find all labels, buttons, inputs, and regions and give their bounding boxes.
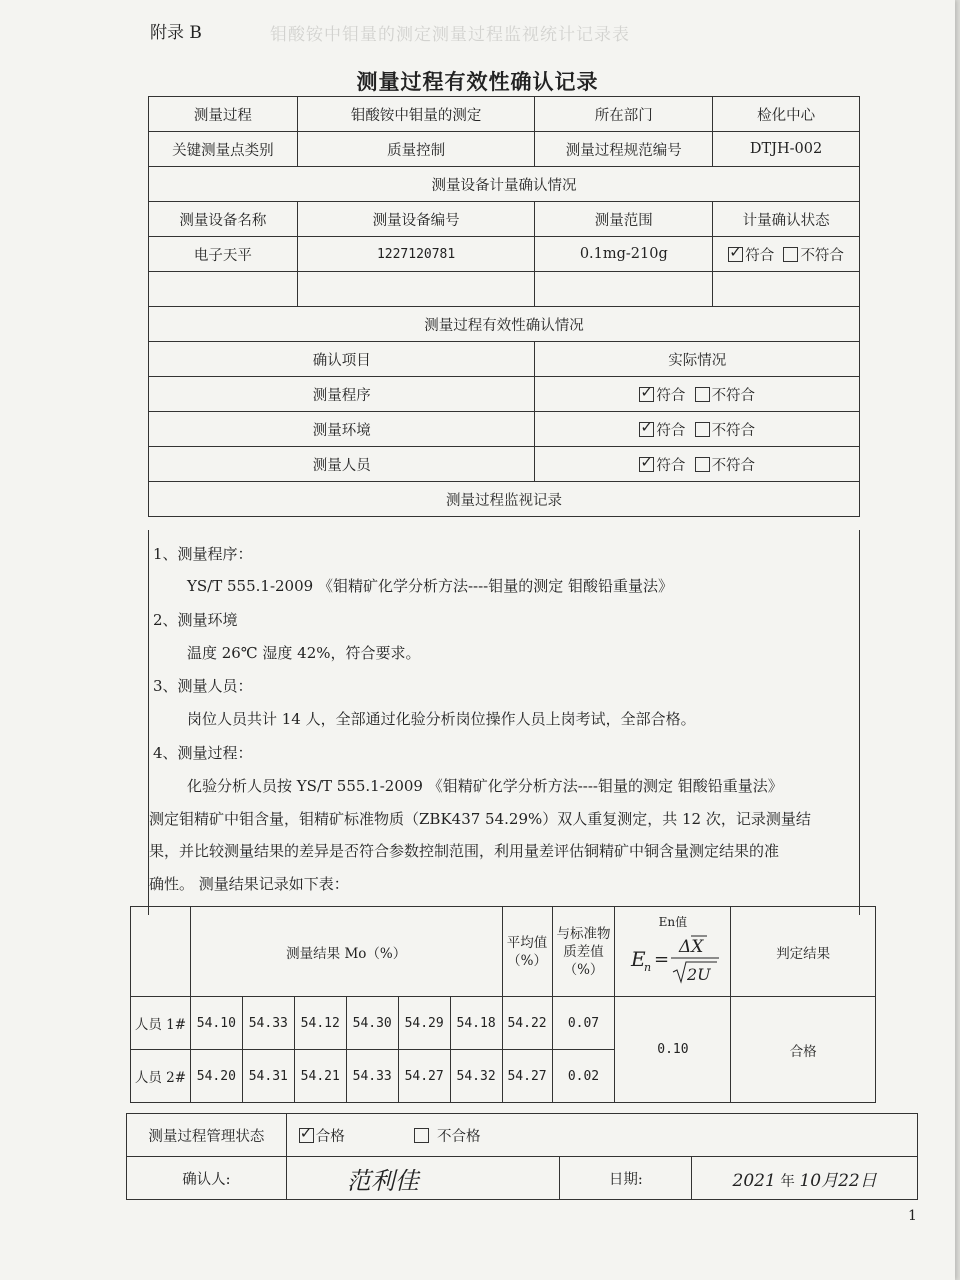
- monitor-heading-4: 4、测量过程：: [153, 744, 253, 762]
- pass-text: 符合: [656, 457, 686, 474]
- year-char: 年: [780, 1173, 795, 1190]
- monitor-text-1: YS/T 555.1-2009 《钼精矿化学分析方法----钼量的测定 钼酸铅重量法》: [187, 577, 674, 595]
- empty-cell: [713, 272, 860, 307]
- en-formula-icon: [623, 930, 723, 986]
- date-year: 2021: [732, 1170, 776, 1191]
- spec-value: DTJH-002: [713, 132, 860, 167]
- dept-value: 检化中心: [713, 97, 860, 132]
- monitor-section-title: 测量过程监视记录: [149, 482, 860, 517]
- checkbox-empty-icon[interactable]: [695, 387, 710, 402]
- col-en: [615, 907, 731, 997]
- date-value: [692, 1157, 918, 1200]
- validity-item: 测量人员: [149, 447, 535, 482]
- result-cell: 54.21: [294, 1050, 346, 1103]
- checkbox-empty-icon[interactable]: [695, 422, 710, 437]
- monitor-text-4d: 确性。 测量结果记录如下表：: [149, 875, 349, 893]
- validity-item: 测量程序: [149, 377, 535, 412]
- equipment-section-title: 测量设备计量确认情况: [149, 167, 860, 202]
- validity-status: [535, 412, 860, 447]
- result-cell: 54.32: [450, 1050, 502, 1103]
- checkbox-checked-icon[interactable]: [299, 1128, 314, 1143]
- fail-text: 不符合: [800, 247, 844, 264]
- col-equipment-id: 测量设备编号: [297, 202, 535, 237]
- col-en-label: En值: [658, 914, 688, 929]
- confirm-label: 确认人:: [127, 1157, 287, 1200]
- col-equipment-name: 测量设备名称: [149, 202, 298, 237]
- category-label: 关键测量点类别: [149, 132, 298, 167]
- empty-cell: [535, 272, 713, 307]
- col-item: 确认项目: [149, 342, 535, 377]
- monitor-text-4b: 测定钼精矿中钼含量，钼精矿标准物质（ZBK437 54.29%）双人重复测定，共 12 次，记录测量结: [149, 810, 811, 828]
- checkbox-empty-icon[interactable]: [783, 247, 798, 262]
- fail-text: 不符合: [711, 422, 756, 439]
- checkbox-checked-icon[interactable]: [728, 247, 743, 262]
- pass-text: 符合: [656, 422, 686, 439]
- result-cell: 54.18: [450, 997, 502, 1050]
- result-cell: 54.27: [398, 1050, 450, 1103]
- diff-cell: 0.02: [552, 1050, 615, 1103]
- empty-cell: [149, 272, 298, 307]
- col-verdict: 判定结果: [731, 907, 876, 997]
- fail-text: 不合格: [436, 1128, 481, 1145]
- col-actual: 实际情况: [535, 342, 860, 377]
- handwritten-signature: 范利佳: [346, 1166, 419, 1195]
- col-range: 测量范围: [535, 202, 713, 237]
- validity-section-title: 测量过程有效性确认情况: [149, 307, 860, 342]
- equipment-range: 0.1mg-210g: [535, 237, 713, 272]
- monitor-text-2: 温度 26℃ 湿度 42%，符合要求。: [187, 644, 421, 662]
- result-cell: 54.31: [242, 1050, 294, 1103]
- monitor-text-3: 岗位人员共计 14 人，全部通过化验分析岗位操作人员上岗考试，全部合格。: [187, 710, 696, 728]
- svg-text:=: =: [653, 948, 670, 970]
- col-average-line1: 平均值: [506, 934, 548, 951]
- en-value-cell: 0.10: [615, 997, 731, 1103]
- category-value: 质量控制: [297, 132, 535, 167]
- bleed-through-text: 钼酸铵中钼量的测定测量过程监视统计记录表: [270, 25, 630, 45]
- date-label: 日期:: [560, 1157, 692, 1200]
- pass-text: 符合: [745, 247, 775, 264]
- footer-table: [126, 1113, 918, 1200]
- monitor-heading-1: 1、测量程序：: [153, 545, 253, 563]
- row-label: 人员 2#: [131, 1050, 191, 1103]
- validity-status: [535, 377, 860, 412]
- col-diff-line2: 质差值: [563, 943, 604, 960]
- dept-label: 所在部门: [535, 97, 713, 132]
- result-cell: 54.12: [294, 997, 346, 1050]
- row-label: 人员 1#: [131, 997, 191, 1050]
- result-cell: 54.10: [190, 997, 242, 1050]
- checkbox-checked-icon[interactable]: [639, 457, 654, 472]
- average-cell: 54.27: [502, 1050, 552, 1103]
- empty-cell: [297, 272, 535, 307]
- validity-item: 测量环境: [149, 412, 535, 447]
- monitor-text-4c: 果，并比较测量结果的差异是否符合参数控制范围，利用量差评估铜精矿中铜含量测定结果的准: [149, 842, 780, 860]
- pass-text: 符合: [656, 387, 686, 404]
- process-label: 测量过程: [149, 97, 298, 132]
- svg-text:E: E: [630, 946, 646, 971]
- col-status: 计量确认状态: [713, 202, 860, 237]
- result-cell: 54.30: [346, 997, 398, 1050]
- monitor-heading-2: 2、测量环境: [153, 611, 238, 629]
- result-cell: 54.20: [190, 1050, 242, 1103]
- spec-label: 测量过程规范编号: [535, 132, 713, 167]
- col-diff: [552, 907, 615, 997]
- col-results: 测量结果 Mo（%）: [190, 907, 502, 997]
- result-cell: 54.29: [398, 997, 450, 1050]
- fail-text: 不符合: [711, 387, 756, 404]
- svg-text:ΔX: ΔX: [678, 936, 704, 957]
- checkbox-empty-icon[interactable]: [695, 457, 710, 472]
- monitor-heading-3: 3、测量人员：: [153, 677, 253, 695]
- validity-status: [535, 447, 860, 482]
- checkbox-checked-icon[interactable]: [639, 422, 654, 437]
- signature-cell: [286, 1157, 560, 1200]
- col-diff-line3: （%）: [563, 961, 604, 978]
- svg-text:2U: 2U: [686, 964, 711, 984]
- results-table: [130, 906, 876, 1103]
- verdict-cell: 合格: [731, 997, 876, 1103]
- svg-text:n: n: [643, 960, 652, 974]
- monitor-record-body: [148, 530, 860, 915]
- checkbox-checked-icon[interactable]: [639, 387, 654, 402]
- status-label: 测量过程管理状态: [127, 1114, 287, 1157]
- appendix-label: 附录 B: [150, 23, 202, 43]
- monitor-text-4a: 化验分析人员按 YS/T 555.1-2009 《钼精矿化学分析方法----钼量的测定 钼酸铅重量法》: [187, 777, 783, 795]
- fail-text: 不符合: [711, 457, 756, 474]
- process-value: 钼酸铵中钼量的测定: [297, 97, 535, 132]
- col-diff-line1: 与标准物: [556, 925, 611, 942]
- diff-cell: 0.07: [552, 997, 615, 1050]
- equipment-id: 1227120781: [297, 237, 535, 272]
- status-options: [286, 1114, 917, 1157]
- pass-text: 合格: [315, 1128, 345, 1145]
- result-cell: 54.33: [346, 1050, 398, 1103]
- page-title: 测量过程有效性确认记录: [356, 69, 599, 94]
- average-cell: 54.22: [502, 997, 552, 1050]
- col-average-line2: （%）: [507, 952, 547, 969]
- equipment-name: 电子天平: [149, 237, 298, 272]
- date-month-day: 10月22日: [799, 1170, 877, 1191]
- equipment-status: [713, 237, 860, 272]
- empty-corner-cell: [131, 907, 191, 997]
- result-cell: 54.33: [242, 997, 294, 1050]
- checkbox-empty-icon[interactable]: [414, 1128, 429, 1143]
- main-form-table: [148, 96, 860, 517]
- page-number: 1: [908, 1208, 917, 1224]
- col-average: [502, 907, 552, 997]
